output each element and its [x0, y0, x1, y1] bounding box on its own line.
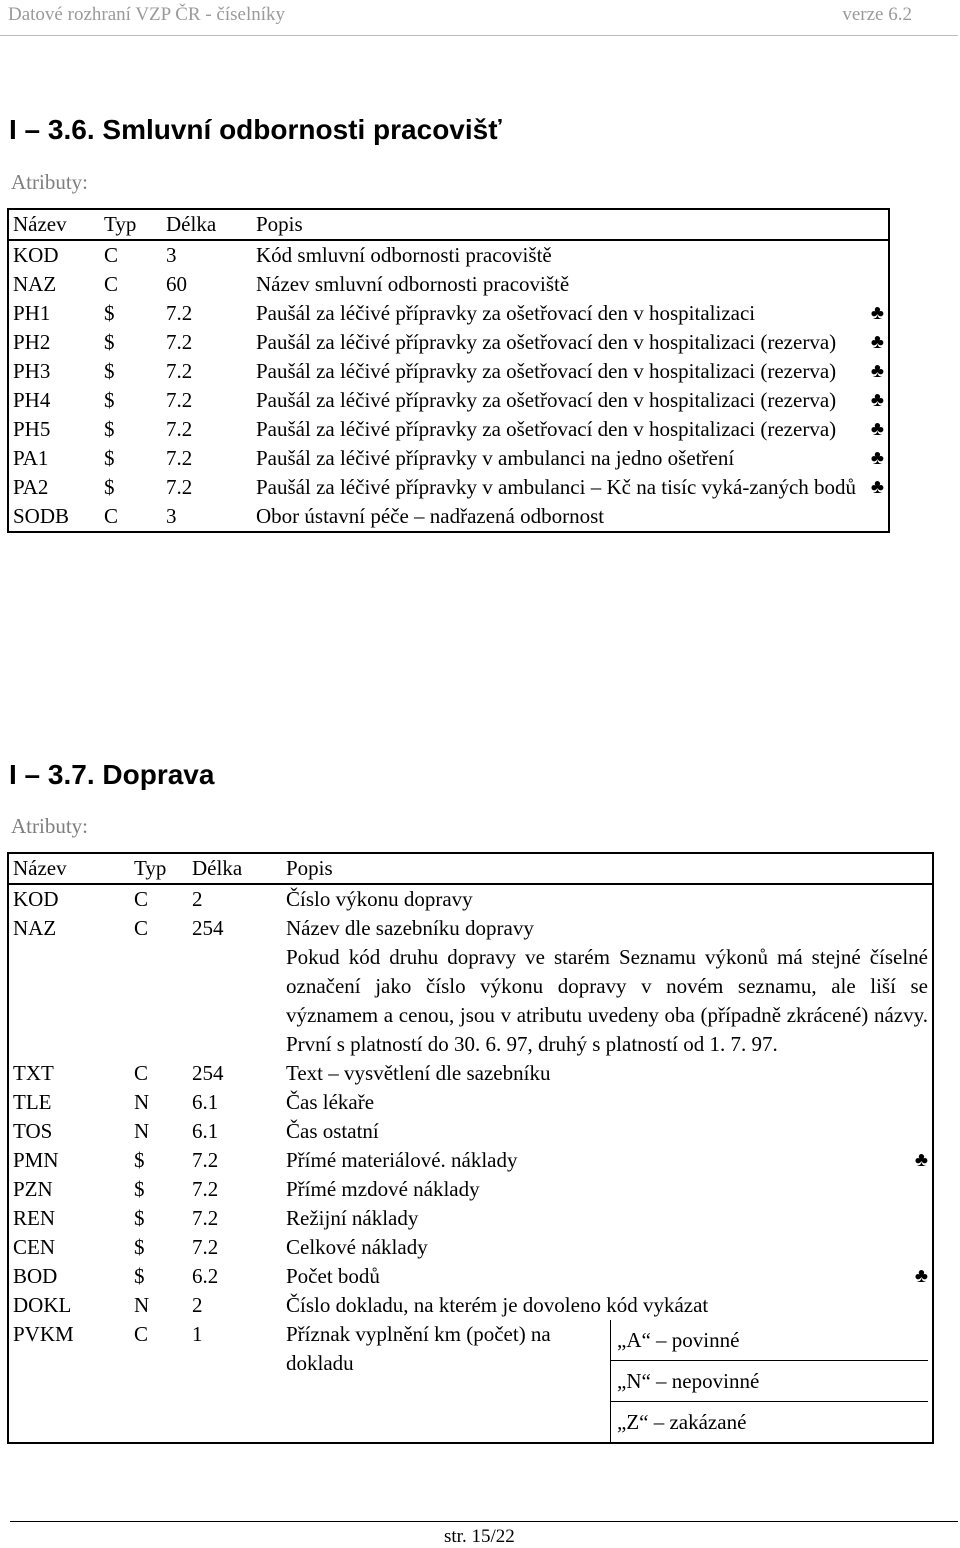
cell-length: 7.2 — [166, 388, 193, 412]
cell-description — [252, 328, 889, 357]
value-option: „Z“ – zakázané — [611, 1402, 929, 1443]
cell-name: PA1 — [13, 446, 49, 470]
cell-length: 6.2 — [192, 1264, 219, 1288]
cell-name: NAZ — [13, 272, 57, 296]
table-row — [8, 415, 889, 444]
cell-length: 3 — [166, 504, 177, 528]
cell-length: 7.2 — [192, 1206, 219, 1230]
cell-type: $ — [104, 359, 115, 383]
cell-name: BOD — [13, 1264, 58, 1288]
cell-length: 1 — [192, 1322, 203, 1346]
description-text: Kód smluvní odbornosti pracoviště — [256, 243, 552, 267]
attributes-label-3-7: Atributy: — [11, 814, 88, 838]
cell-type: C — [104, 243, 119, 267]
cell-name: PH5 — [13, 417, 51, 441]
col-header-description: Popis — [252, 209, 889, 240]
description-text: Paušál za léčivé přípravky za ošetřovací den v hospitalizaci (rezerva) — [256, 388, 837, 412]
description-text: Čas ostatní — [286, 1119, 379, 1143]
cell-name: TXT — [13, 1061, 54, 1085]
col-header-length: Délka — [162, 209, 252, 240]
cell-description — [282, 1117, 933, 1146]
cell-type: C — [134, 916, 149, 940]
section-title-3-6: I – 3.6. Smluvní odbornosti pracovišť — [9, 114, 502, 145]
table-row — [8, 1262, 933, 1291]
club-icon: ♣ — [870, 331, 884, 353]
cell-length: 254 — [192, 916, 224, 940]
table-row — [8, 1146, 933, 1175]
cell-name: DOKL — [13, 1293, 72, 1317]
note-spacer-type — [130, 943, 188, 1059]
cell-name: PVKM — [13, 1322, 74, 1346]
cell-length: 2 — [192, 1293, 203, 1317]
cell-description — [252, 415, 889, 444]
club-icon: ♣ — [870, 418, 884, 440]
value-option: „A“ – povinné — [611, 1320, 929, 1361]
value-subtable — [286, 1320, 928, 1442]
cell-description — [282, 1175, 933, 1204]
cell-description — [282, 1233, 933, 1262]
cell-description — [252, 444, 889, 473]
cell-length: 6.1 — [192, 1090, 219, 1114]
cell-name: CEN — [13, 1235, 55, 1259]
note-row — [8, 943, 933, 1059]
col-header-type: Typ — [100, 209, 162, 240]
cell-length: 7.2 — [166, 330, 193, 354]
cell-length: 7.2 — [192, 1148, 219, 1172]
cell-length: 7.2 — [166, 417, 193, 441]
cell-type: $ — [134, 1264, 145, 1288]
cell-type: $ — [134, 1148, 145, 1172]
table-row — [8, 914, 933, 943]
club-icon: ♣ — [914, 1265, 928, 1287]
col-header-name: Název — [8, 853, 130, 884]
description-text: Paušál za léčivé přípravky za ošetřovací den v hospitalizaci — [256, 301, 756, 325]
cell-type: $ — [104, 475, 115, 499]
cell-name: PA2 — [13, 475, 49, 499]
cell-length: 7.2 — [166, 446, 193, 470]
cell-description — [252, 299, 889, 328]
cell-name: TOS — [13, 1119, 53, 1143]
cell-length: 254 — [192, 1061, 224, 1085]
club-icon: ♣ — [914, 1149, 928, 1171]
description-text: Paušál za léčivé přípravky za ošetřovací den v hospitalizaci (rezerva) — [256, 330, 837, 354]
cell-name: REN — [13, 1206, 55, 1230]
table-row — [8, 1175, 933, 1204]
cell-name: SODB — [13, 504, 70, 528]
header-title: Datové rozhraní VZP ČR - číselníky — [8, 4, 286, 25]
col-header-description: Popis — [282, 853, 933, 884]
cell-type: $ — [104, 301, 115, 325]
description-text: Číslo dokladu, na kterém je dovoleno kód vykázat — [286, 1293, 709, 1317]
cell-type: $ — [104, 417, 115, 441]
cell-type: N — [134, 1090, 150, 1114]
cell-description — [282, 1291, 933, 1320]
table-row — [8, 1204, 933, 1233]
cell-type: $ — [134, 1206, 145, 1230]
cell-name: PH3 — [13, 359, 51, 383]
table-row — [8, 1320, 933, 1443]
cell-description — [282, 884, 933, 914]
description-text: Paušál za léčivé přípravky za ošetřovací den v hospitalizaci (rezerva) — [256, 417, 837, 441]
cell-description — [282, 1262, 933, 1291]
cell-name: PH2 — [13, 330, 51, 354]
page-header — [0, 4, 960, 30]
cell-description — [282, 1059, 933, 1088]
cell-description — [252, 270, 889, 299]
club-icon: ♣ — [870, 302, 884, 324]
col-header-type: Typ — [130, 853, 188, 884]
cell-name: KOD — [13, 243, 59, 267]
header-rule — [0, 35, 958, 36]
cell-name: TLE — [13, 1090, 52, 1114]
description-text: Přímé materiálové. náklady — [286, 1148, 518, 1172]
note-spacer-name — [8, 943, 130, 1059]
table-row — [8, 1233, 933, 1262]
cell-name: PMN — [13, 1148, 59, 1172]
cell-type: C — [134, 1322, 149, 1346]
description-text: Paušál za léčivé přípravky za ošetřovací den v hospitalizaci (rezerva) — [256, 359, 837, 383]
table-row — [8, 1291, 933, 1320]
description-text: Název dle sazebníku dopravy — [286, 916, 534, 940]
cell-description — [282, 1320, 933, 1443]
cell-name: KOD — [13, 887, 59, 911]
cell-type: C — [134, 887, 149, 911]
description-text: Číslo výkonu dopravy — [286, 887, 473, 911]
cell-type: $ — [104, 446, 115, 470]
cell-type: C — [134, 1061, 149, 1085]
table-row — [8, 328, 889, 357]
description-text: Paušál za léčivé přípravky v ambulanci – Kč na tisíc vyká-zaných bodů — [256, 475, 857, 499]
description-text: Režijní náklady — [286, 1206, 419, 1230]
cell-type: C — [104, 504, 119, 528]
cell-name: NAZ — [13, 916, 57, 940]
cell-length: 7.2 — [166, 475, 193, 499]
cell-description — [252, 240, 889, 270]
table-header-row — [8, 853, 933, 884]
cell-type: $ — [104, 388, 115, 412]
table-row — [8, 386, 889, 415]
cell-length: 7.2 — [192, 1235, 219, 1259]
table-row — [8, 444, 889, 473]
page-number: str. 15/22 — [444, 1526, 515, 1547]
club-icon: ♣ — [870, 389, 884, 411]
table-row — [8, 270, 889, 299]
attributes-label-3-6: Atributy: — [11, 170, 88, 194]
table-row — [8, 502, 889, 532]
cell-length: 2 — [192, 887, 203, 911]
description-text: Paušál za léčivé přípravky v ambulanci na jedno ošetření — [256, 446, 735, 470]
table-row — [8, 299, 889, 328]
description-text: Obor ústavní péče – nadřazená odbornost — [256, 504, 605, 528]
footer-rule — [10, 1521, 958, 1522]
header-version: verze 6.2 — [842, 4, 912, 25]
description-text: Text – vysvětlení dle sazebníku — [286, 1061, 551, 1085]
cell-description — [252, 357, 889, 386]
attributes-table-3-6 — [7, 208, 890, 533]
attributes-table-3-7 — [7, 852, 934, 1444]
cell-description — [252, 502, 889, 532]
cell-description — [282, 914, 933, 943]
value-row — [286, 1320, 928, 1361]
cell-type: N — [134, 1119, 150, 1143]
club-icon: ♣ — [870, 476, 884, 498]
cell-type: N — [134, 1293, 150, 1317]
cell-name: PZN — [13, 1177, 53, 1201]
cell-type: C — [104, 272, 119, 296]
description-text: Celkové náklady — [286, 1235, 428, 1259]
table-row — [8, 1117, 933, 1146]
value-option: „N“ – nepovinné — [611, 1361, 929, 1402]
cell-description — [282, 1204, 933, 1233]
note-spacer-length — [188, 943, 282, 1059]
col-header-name: Název — [8, 209, 100, 240]
cell-length: 7.2 — [166, 359, 193, 383]
cell-description — [282, 1146, 933, 1175]
table-row — [8, 240, 889, 270]
description-text: Příznak vyplnění km (počet) na dokladu — [286, 1322, 551, 1375]
cell-name: PH4 — [13, 388, 51, 412]
note-cell — [282, 943, 933, 1059]
table-row — [8, 357, 889, 386]
description-text: Čas lékaře — [286, 1090, 375, 1114]
table-row — [8, 884, 933, 914]
club-icon: ♣ — [870, 360, 884, 382]
col-header-length: Délka — [188, 853, 282, 884]
cell-type: $ — [134, 1177, 145, 1201]
cell-description — [252, 473, 889, 502]
cell-type: $ — [104, 330, 115, 354]
cell-type: $ — [134, 1235, 145, 1259]
description-text: Přímé mzdové náklady — [286, 1177, 480, 1201]
description-text: Název smluvní odbornosti pracoviště — [256, 272, 570, 296]
cell-length: 7.2 — [192, 1177, 219, 1201]
table-row — [8, 1059, 933, 1088]
cell-length: 3 — [166, 243, 177, 267]
description-text: Počet bodů — [286, 1264, 380, 1288]
cell-length: 60 — [166, 272, 187, 296]
cell-description — [282, 1088, 933, 1117]
cell-length: 7.2 — [166, 301, 193, 325]
section-title-3-7: I – 3.7. Doprava — [9, 759, 215, 790]
description-note: Pokud kód druhu dopravy ve starém Seznamu výkonů má stejné číselné označení jako číslo výkonu dopravy v novém seznamu, ale liší se významem a cenou, jsou v atributu uvedeny oba (případně zkrácené) názvy. První s platností do 30. 6. 97, druhý s platností od 1. 7. 97. — [286, 945, 928, 1056]
club-icon: ♣ — [870, 447, 884, 469]
cell-length: 6.1 — [192, 1119, 219, 1143]
table-row — [8, 473, 889, 502]
cell-name: PH1 — [13, 301, 51, 325]
cell-description — [252, 386, 889, 415]
table-row — [8, 1088, 933, 1117]
page-footer — [0, 1518, 960, 1547]
table-header-row — [8, 209, 889, 240]
